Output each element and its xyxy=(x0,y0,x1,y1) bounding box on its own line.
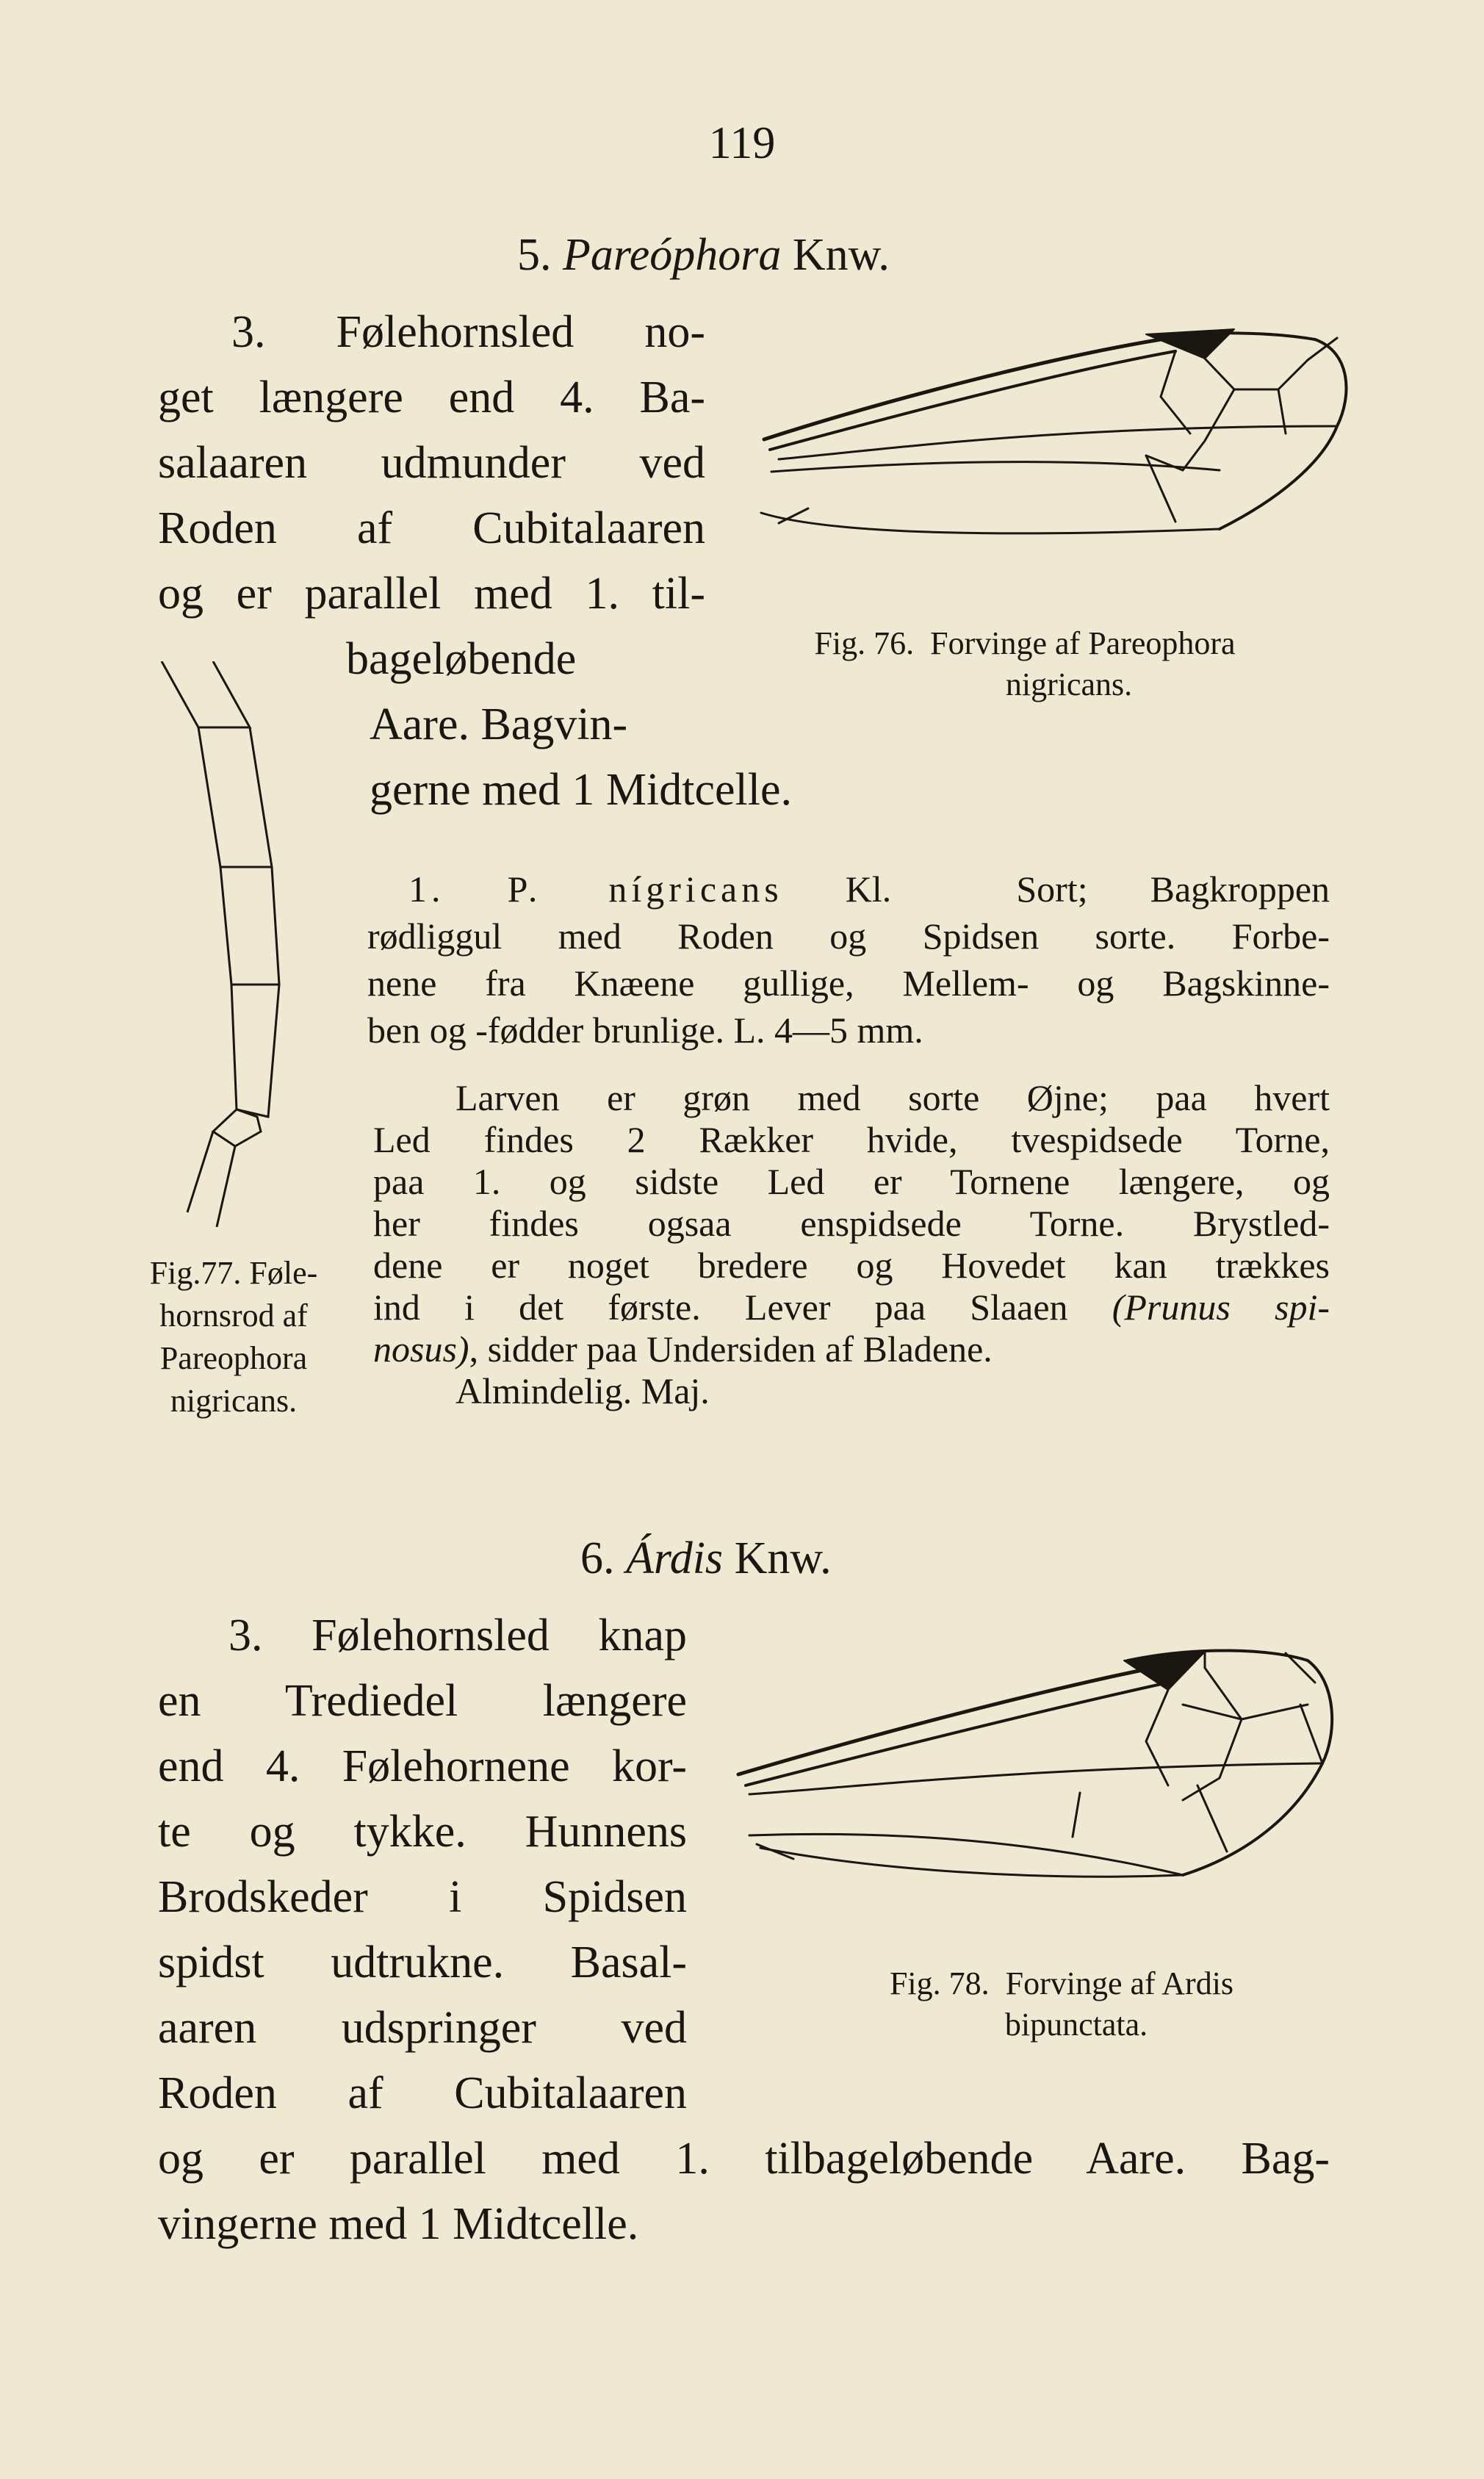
species-larva-description xyxy=(373,1077,1330,1412)
text-line: bageløbende xyxy=(346,634,577,684)
text-line: paa 1. og sidste Led er Tornene længere, og xyxy=(373,1161,1330,1202)
text-line: te og tykke. Hunnens xyxy=(158,1807,687,1857)
genus-description-ardis xyxy=(158,1603,687,2126)
text-line: 1. P. nígricans Kl. Sort; Bagkroppen xyxy=(408,868,1330,910)
text-line: og er parallel med 1. tilbageløbende Aare. Bag- xyxy=(158,2134,1330,2184)
text-line: rødliggul med Roden og Spidsen sorte. Forbe- xyxy=(367,915,1330,957)
page-number: 119 xyxy=(708,118,776,168)
text-line: nene fra Knæene gullige, Mellem- og Bagskinne- xyxy=(367,963,1330,1004)
text-line: og er parallel med 1. til- xyxy=(158,569,705,619)
fig77-caption xyxy=(109,1252,359,1422)
text-line: get længere end 4. Ba- xyxy=(158,373,705,422)
text-line: en Trediedel længere xyxy=(158,1676,687,1726)
text-line: Roden af Cubitalaaren xyxy=(158,503,705,553)
fig76-wing-illustration xyxy=(749,316,1352,558)
genus-name: Árdis xyxy=(626,1533,724,1583)
text-line: vingerne med 1 Midtcelle. xyxy=(158,2199,639,2249)
text-line: Aare. Bagvin- xyxy=(370,699,628,749)
text-line: Larven er grøn med sorte Øjne; paa hvert xyxy=(455,1077,1330,1118)
genus-author: Knw. xyxy=(734,1533,832,1583)
species-name: P. nígricans xyxy=(507,868,783,910)
text-line: Led findes 2 Rækker hvide, tvespidsede Torne, xyxy=(373,1119,1330,1160)
text-line: spidst udtrukne. Basal- xyxy=(158,1937,687,1987)
text-line: salaaren udmunder ved xyxy=(158,438,705,488)
caption-line: Fig. 76. Forvinge af Pareophora xyxy=(814,625,1236,661)
caption-line: Fig.77. Føle- xyxy=(149,1255,318,1291)
genus-heading-ardis xyxy=(580,1533,832,1585)
text-line: her findes ogsaa enspidsede Torne. Brystled- xyxy=(373,1203,1330,1244)
species-nigricans-description xyxy=(367,866,1330,1054)
genus-author: Knw. xyxy=(792,230,890,280)
caption-line: hornsrod af xyxy=(159,1298,308,1334)
genus-description-ardis-continued xyxy=(158,2126,1330,2257)
text-line: end 4. Følehornene kor- xyxy=(158,1741,687,1791)
text-line: aaren udspringer ved xyxy=(158,2003,687,2053)
caption-line: nigricans. xyxy=(1005,666,1133,702)
caption-line: Fig. 78. Forvinge af Ardis xyxy=(889,1965,1234,2001)
text-line: nosus), sidder paa Undersiden af Bladene. xyxy=(373,1328,993,1370)
text-line: gerne med 1 Midtcelle. xyxy=(370,765,793,815)
text-line: Roden af Cubitalaaren xyxy=(158,2068,687,2118)
caption-line: nigricans. xyxy=(170,1383,298,1419)
text-line: dene er noget bredere og Hovedet kan trækkes xyxy=(373,1245,1330,1286)
text-line: ben og -fødder brunlige. L. 4—5 mm. xyxy=(367,1010,923,1051)
fig78-wing-illustration xyxy=(727,1638,1344,1896)
caption-line: bipunctata. xyxy=(1004,2007,1148,2043)
genus-number: 6. xyxy=(580,1533,615,1583)
fig78-caption xyxy=(779,1963,1344,2046)
text-line: Brodskeder i Spidsen xyxy=(158,1872,687,1922)
genus-number: 5. xyxy=(517,230,552,280)
caption-line: Pareophora xyxy=(159,1340,308,1376)
text-line: ind i det første. Lever paa Slaaen (Prunus spi- xyxy=(373,1287,1330,1328)
genus-name: Pareóphora xyxy=(563,230,782,280)
fig76-caption xyxy=(691,623,1359,705)
fig77-antenna-illustration xyxy=(147,661,338,1227)
text-line: 3. Følehornsled knap xyxy=(228,1611,687,1661)
text-line: 3. Følehornsled no- xyxy=(231,307,705,357)
text-line: Almindelig. Maj. xyxy=(455,1370,710,1411)
genus-heading-pareophora xyxy=(517,229,890,281)
